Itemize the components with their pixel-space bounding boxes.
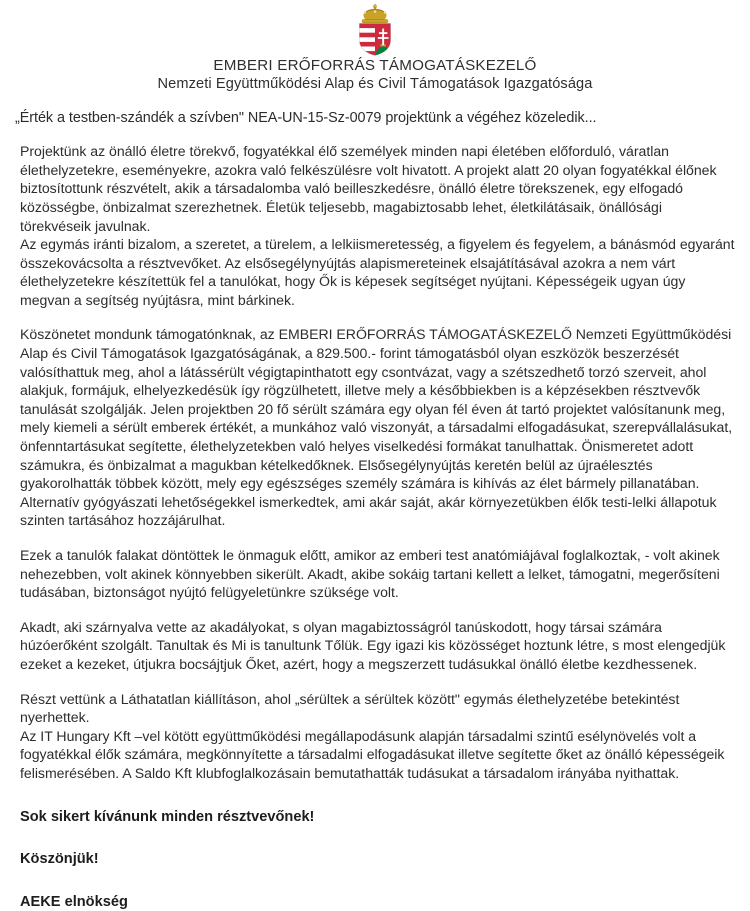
paragraph-7: Az IT Hungary Kft –vel kötött együttműködési megállapodásunk alapján társadalmi szintű esélynövelés volt a fogyatékkal élők számára, megkönnyítette a társadalmi elfogadásukat illetve segítette őket az önálló képességeik felismerésében. A Saldo Kft klubfoglalkozásain bemutathatták tudásukat a társadalom irányába nyithattak. [20, 727, 725, 781]
org-name-secondary: Nemzeti Együttműködési Alap és Civil Támogatások Igazgatósága [157, 76, 593, 93]
closing-block [15, 809, 736, 910]
project-title: „Érték a testben-szándék a szívben" NEA-UN-15-Sz-0079 projektünk a végéhez közeledik... [15, 110, 597, 127]
closing-thanks: Köszönjük! [20, 850, 99, 867]
paragraph-group-intro [15, 142, 736, 309]
paragraph-4: Ezek a tanulók falakat döntöttek le önmaguk előtt, amikor az emberi test anatómiájával foglalkoztak, - volt akinek nehezebben, volt akinek könnyebben sikerült. Akadt, akibe sokáig tartani kellett a lelket, támogatni, megerősíteni tudásában, biztonságot nyújtó felügyeletünkre szüksége volt. [20, 547, 720, 601]
paragraph-1: Projektünk az önálló életre törekvő, fogyatékkal élő személyek minden napi életében előforduló, váratlan élethelyzetekre, eseményekre, azokra való felkészülésre volt hivatott. A projekt alatt 20 olyan fogyatékkal élőnek biztosítottunk részvételt, akik a társadalomba való beilleszkedésre, önálló életre törekszenek, egy elfogadó közösségbe, önbizalmat szerezhetnek. Életük teljesebb, magabiztosabb lehet, életkilátásaik, önállósági törekvéseik javulnak. [20, 143, 717, 234]
org-name-primary: EMBERI ERŐFORRÁS TÁMOGATÁSKEZELŐ [213, 57, 537, 74]
hungary-coat-of-arms-icon [352, 2, 398, 56]
paragraph-group-achievements [15, 618, 736, 674]
document-content [0, 110, 750, 910]
organization-header [0, 56, 750, 94]
closing-signature: AEKE elnökség [20, 893, 128, 910]
paragraph-5: Akadt, aki szárnyalva vette az akadályokat, s olyan magabiztosságról tanúskodott, hogy társai számára húzóerőként szolgált. Tanultak és Mi is tanultunk Tőlük. Egy igazi kis közösséget hoztunk létre, s most elengedjük ezeket a kezeket, útjukra bocsájtjuk Őket, azért, hogy a megszerzett tudásukkal önálló életbe kezdhessenek. [20, 618, 726, 672]
paragraph-6: Részt vettünk a Láthatatlan kiállításon, ahol „sérültek a sérültek között" egymás élethelyzetébe betekintést nyerhettek. [20, 690, 680, 726]
closing-wish: Sok sikert kívánunk minden résztvevőnek! [20, 808, 315, 825]
paragraph-3: Köszönetet mondunk támogatónknak, az EMBERI ERŐFORRÁS TÁMOGATÁSKEZELŐ Nemzeti Együttműködési Alap és Civil Támogatások Igazgatóságának, a 829.500.- forint támogatásból olyan eszközök beszerzését valósíthattuk meg, ahol a látássérült végigtapinthatott egy csontvázat, vagy a szétszedhető torzó szerveit, ahol alakjuk, formájuk, elhelyezkedésük így rögzülhetett, illetve mely a későbbiekben is a képzésekben résztvevők tanulását szolgálják. Jelen projektben 20 fő sérült számára egy olyan fél éven át tartó projektet valósítanunk meg, mely kiemeli a sérült emberek értékét, a munkához való viszonyát, a társadalmi elfogadásukat, szerepvállalásukat, önfenntartásukat segítette, élethelyzetekben való helyes viselkedési formákat tanulhattak. Önismeretet adott számukra, és önbizalmat a magukban kételkedőknek. Elsősegélynyújtás keretén belül az újraélesztés gyakorolhatták többek között, mely egy egészséges személy számára is kihívás az élet bármely pillanatában. Alternatív gyógyászati lehetőségekkel ismerkedtek, ami akár saját, akár környezetükben élők testi-lelki állapotuk szinten tartásához hozzájárulhat. [20, 326, 733, 529]
paragraph-group-students [15, 546, 736, 602]
paragraph-group-partners [15, 690, 736, 783]
paragraph-group-thanks [15, 325, 736, 530]
paragraph-2: Az egymás iránti bizalom, a szeretet, a türelem, a lelkiismeretesség, a figyelem és fegyelem, a bánásmód egyaránt összekovácsolta a résztvevőket. Az elsősegélynyújtás alapismereteinek elsajátításával azokra a nem várt élethelyzetekre készítettük fel a tanulókat, hogy Ők is képesek segítséget nyújtani. Képességeik ugyan úgy megvan a segítség nyújtásra, mint bárkinek. [20, 236, 735, 308]
coat-of-arms-container [0, 0, 750, 56]
